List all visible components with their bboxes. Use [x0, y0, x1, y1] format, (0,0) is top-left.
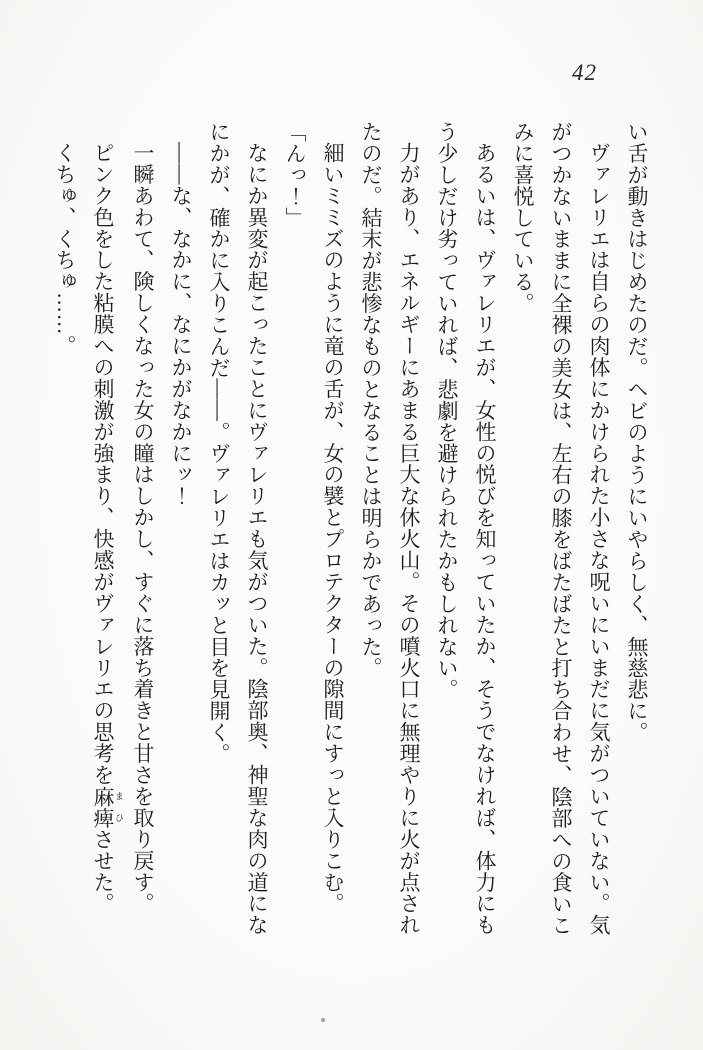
- paragraph: ピンク色をした粘膜への刺激が強まり、快感がヴァレリエの思考を麻痺 まひさせた。: [91, 142, 124, 915]
- paragraph: い舌が動きはじめたのだ。ヘビのようにいやらしく、無慈悲に。: [625, 121, 649, 744]
- paragraph: 細いミミズのように竜の舌が、女の襞とプロテクターの隙間にすっと入りこむ。: [321, 142, 345, 915]
- body-text: [46, 121, 656, 937]
- furigana-annotated-word: 麻痺 まひ: [91, 785, 124, 829]
- print-speck: [321, 1018, 325, 1022]
- paragraph: 一瞬あわて、険しくなった女の瞳はしかし、すぐに落ち着きと甘さを取り戻す。: [131, 142, 155, 915]
- paragraph: ヴァレリエは自らの肉体にかけられた小さな呪いにいまだに気がついていない。気がつかないままに全裸の美女は、左右の膝をばたばたと打ち合わせ、陰部への食いこみに喜悦している。: [511, 121, 611, 937]
- paragraph: あるいは、ヴァレリエが、女性の悦びを知っていたか、そうでなければ、体力にもう少しだけ劣っていれば、悲劇を避けられたかもしれない。: [435, 121, 497, 936]
- paragraph: くちゅ、くちゅ……。: [53, 142, 77, 357]
- page-number: 42: [572, 60, 597, 85]
- paragraph: 「んっ！」: [283, 121, 307, 229]
- paragraph: 力があり、エネルギーにあまる巨大な休火山。その噴火口に無理やりに火が点されたのだ。結末が悲惨なものとなることは明らかであった。: [359, 121, 421, 936]
- paragraph: なにか異変が起こったことにヴァレリエも気がついた。陰部奥、神聖な肉の道になにかが、確かに入りこんだ――。ヴァレリエはカッと目を見開く。: [207, 121, 269, 936]
- paragraph: ――な、なかに、なにかがなかにッ！: [169, 142, 193, 507]
